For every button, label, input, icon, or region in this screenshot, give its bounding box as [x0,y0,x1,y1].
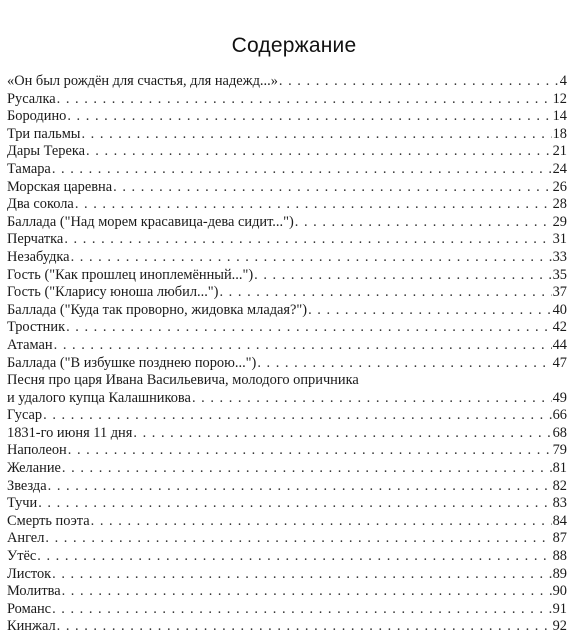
toc-entry [7,513,567,531]
toc-entry [7,530,567,548]
toc-entry [7,108,567,126]
toc-entry [7,231,567,249]
toc-entry-page: 68 [552,424,567,441]
toc-entry [7,601,567,619]
toc-entry [7,583,567,601]
toc-leader-dots [308,302,552,320]
toc-entry-page: 26 [552,178,567,195]
toc-leader-dots [37,548,551,566]
toc-leader-dots [52,601,552,619]
toc-leader-dots [48,478,552,496]
toc-leader-dots [52,161,552,179]
toc-entry-title: Наполеон [7,442,67,459]
toc-entry-title: Гость ("Кларису юноша любил...") [7,284,219,301]
toc-entry [7,478,567,496]
toc-entry [7,179,567,197]
toc-leader-dots [45,530,551,548]
toc-leader-dots [219,284,551,302]
toc-entry-title: Незабудка [7,248,70,265]
toc-entry-title: Звезда [7,477,47,494]
toc-entry-page: 24 [552,160,567,177]
toc-leader-dots [81,126,551,144]
toc-leader-dots [257,355,551,373]
toc-entry-title: Русалка [7,90,56,107]
toc-entry-title: Баллада ("В избушке позднею порою...") [7,354,257,371]
toc-leader-dots [295,214,552,232]
toc-entry-page: 29 [552,213,567,230]
toc-entry-title: Перчатка [7,231,64,248]
toc-leader-dots [113,179,551,197]
toc-entry [7,495,567,513]
toc-entry-page: 66 [552,407,567,424]
toc-leader-dots [192,390,552,408]
toc-entry-page: 90 [552,583,567,600]
toc-entry [7,73,567,91]
toc-entry-title: Кинжал [7,618,56,635]
toc-entry [7,284,567,302]
toc-entry [7,548,567,566]
toc-entry-page: 81 [552,460,567,477]
toc-entry-title: Гость ("Как прошлец иноплемённый...") [7,266,254,283]
toc-entry-page: 18 [552,125,567,142]
toc-entry-page: 79 [552,442,567,459]
page-title: Содержание [231,34,357,57]
toc-entry-page: 4 [559,73,567,89]
toc-entry-title-line1: Песня про царя Ивана Васильевича, молодого опричника [7,372,359,389]
toc-entry-title: Морская царевна [7,178,113,195]
toc-entry-page: 87 [552,530,567,547]
toc-entry-title: Ангел [7,530,45,547]
toc-leader-dots [62,583,552,601]
toc-leader-dots [64,231,551,249]
toc-entry-title: Баллада ("Куда так проворно, жидовка младая?") [7,301,308,318]
toc-entry-page: 12 [552,90,567,107]
toc-leader-dots [68,442,552,460]
toc-entry-page: 82 [552,477,567,494]
toc-entry-title: Дары Терека [7,143,86,160]
toc-entry-title: «Он был рождён для счастья, для надежд...» [7,73,278,89]
toc-entry-page: 83 [552,495,567,512]
toc-entry [7,460,567,478]
toc-entry-page: 14 [552,108,567,125]
toc-entry-page: 88 [552,548,567,565]
toc-entry-page: 47 [552,354,567,371]
toc-entry-title: Бородино [7,108,67,125]
toc-entry-page: 91 [552,600,567,617]
toc-leader-dots [52,566,551,584]
toc-leader-dots [67,108,551,126]
toc-entry [7,319,567,337]
toc-entry-continuation [7,390,567,408]
toc-entry-page: 33 [552,248,567,265]
toc-leader-dots [62,460,552,478]
toc-entry-page: 92 [552,618,567,635]
toc-entry [7,442,567,460]
toc-entry-title: Три пальмы [7,125,81,142]
toc-entry-page: 37 [552,284,567,301]
toc-entry-title: и удалого купца Калашникова [7,389,191,406]
toc-entry [7,196,567,214]
toc-entry-page: 28 [552,196,567,213]
toc-entry-page: 49 [552,389,567,406]
toc-leader-dots [133,425,551,443]
toc-entry [7,337,567,355]
toc-entry-page: 44 [552,336,567,353]
toc-entry-title: Тростник [7,319,66,336]
toc-entry-page: 89 [552,565,567,582]
toc-leader-dots [57,618,552,636]
toc-leader-dots [279,73,559,91]
toc-leader-dots [38,495,551,513]
toc-entry-page: 40 [552,301,567,318]
toc-entry [7,143,567,161]
toc-entry [7,566,567,584]
toc-entry-title: Листок [7,565,52,582]
toc-entry [7,407,567,425]
toc-leader-dots [57,91,552,109]
toc-entry [7,425,567,443]
toc-entry-title: 1831-го июня 11 дня [7,424,133,441]
toc-entry-page: 42 [552,319,567,336]
toc-leader-dots [75,196,552,214]
toc-entry [7,214,567,232]
toc-entry [7,161,567,179]
toc-entry [7,618,567,636]
toc-entry [7,267,567,285]
toc-entry-page: 84 [552,512,567,529]
toc-leader-dots [86,143,552,161]
toc-leader-dots [71,249,552,267]
toc-entry [7,91,567,109]
toc-entry [7,302,567,320]
toc-entry-title: Романс [7,600,52,617]
toc-entry-title: Атаман [7,336,53,353]
toc-entry-title: Смерть поэта [7,512,90,529]
toc-leader-dots [54,337,552,355]
toc-entry-title: Утёс [7,548,37,565]
toc-entry-multiline [7,372,567,407]
toc-entry-page: 21 [552,143,567,160]
toc-leader-dots [66,319,552,337]
toc-entry [7,355,567,373]
toc-entry-page: 35 [552,266,567,283]
table-of-contents [7,73,567,636]
toc-entry-title: Желание [7,460,61,477]
toc-entry [7,126,567,144]
toc-entry-title: Тучи [7,495,38,512]
toc-leader-dots [254,267,551,285]
toc-entry-title: Тамара [7,160,51,177]
toc-leader-dots [43,407,551,425]
toc-entry-title: Два сокола [7,196,74,213]
toc-entry-title: Баллада ("Над морем красавица-дева сидит...") [7,213,294,230]
toc-entry-page: 31 [552,231,567,248]
toc-entry-title: Гусар [7,407,43,424]
toc-entry-title: Молитва [7,583,61,600]
toc-leader-dots [91,513,552,531]
toc-entry [7,249,567,267]
